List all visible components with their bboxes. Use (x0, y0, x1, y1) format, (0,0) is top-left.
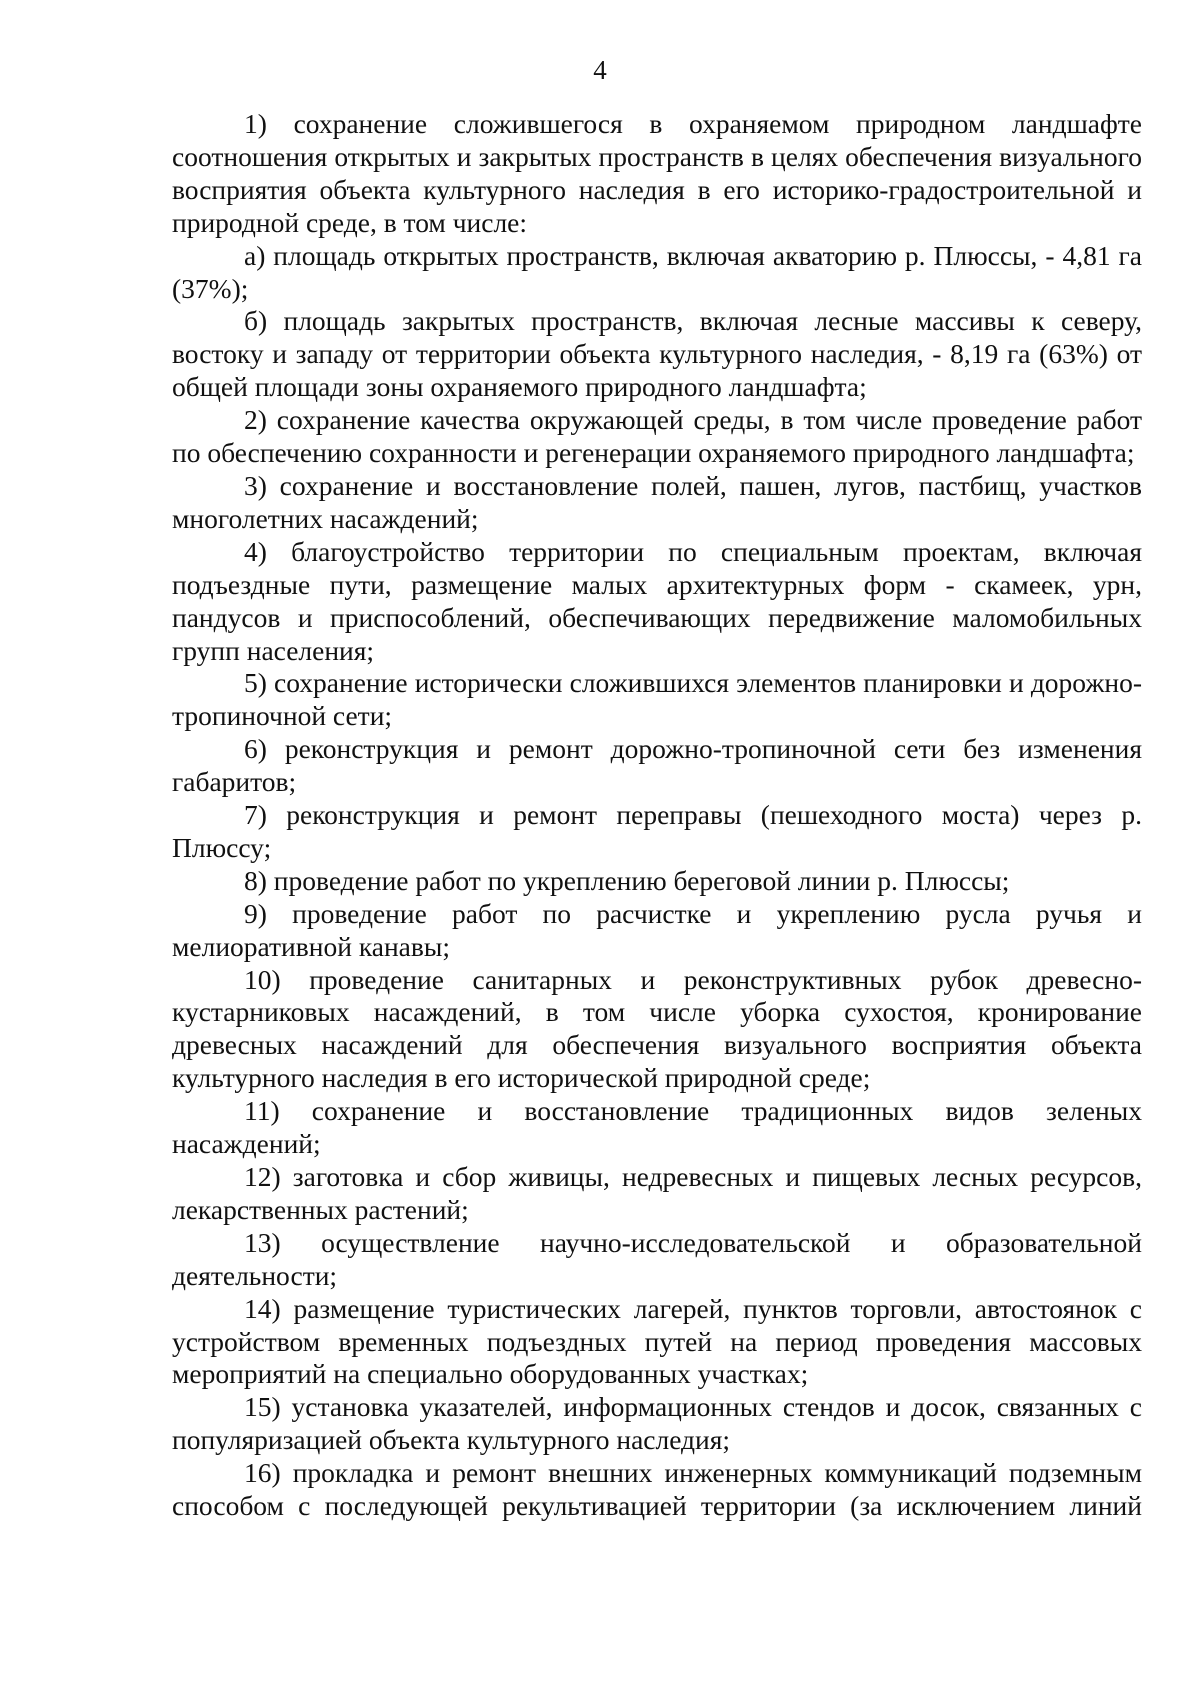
paragraph-item-1a: а) площадь открытых пространств, включая акваторию р. Плюссы, - 4,81 га (37%); (172, 239, 1142, 304)
paragraph-item-9: 9) проведение работ по расчистке и укреплению русла ручья и мелиоративной канавы; (172, 897, 1142, 962)
paragraph-item-11: 11) сохранение и восстановление традиционных видов зеленых насаждений; (172, 1095, 1142, 1160)
paragraph-item-14: 14) размещение туристических лагерей, пунктов торговли, автостоянок с устройством временных подъездных путей на период проведения массовых мероприятий на специально оборудованных участках; (172, 1292, 1142, 1390)
paragraph-item-7: 7) реконструкция и ремонт переправы (пешеходного моста) через р. Плюссу; (172, 799, 1142, 863)
paragraph-item-8: 8) проведение работ по укреплению береговой линии р. Плюссы; (244, 864, 1010, 896)
paragraph-item-15: 15) установка указателей, информационных стендов и досок, связанных с популяризацией объекта культурного наследия; (172, 1391, 1142, 1456)
paragraph-item-1: 1) сохранение сложившегося в охраняемом природном ландшафте соотношения открытых и закрытых пространств в целях обеспечения визуального восприятия объекта культурного наследия в его историко-градостроительной и природной среде, в том числе: (172, 108, 1142, 238)
paragraph-item-16: 16) прокладка и ремонт внешних инженерных коммуникаций подземным способом с последующей рекультивацией территории (за исключением линий (172, 1457, 1142, 1522)
paragraph-item-1b: б) площадь закрытых пространств, включая лесные массивы к северу, востоку и западу от территории объекта культурного наследия, - 8,19 га (63%) от общей площади зоны охраняемого природного ландшафта; (172, 305, 1142, 403)
paragraph-item-2: 2) сохранение качества окружающей среды, в том числе проведение работ по обеспечению сохранности и регенерации охраняемого природного ландшафта; (172, 404, 1142, 469)
paragraph-item-10: 10) проведение санитарных и реконструктивных рубок древесно-кустарниковых насаждений, в том числе уборка сухостоя, кронирование древесных насаждений для обеспечения визуального восприятия объекта культурного наследия в его исторической природной среде; (172, 963, 1142, 1094)
paragraph-item-4: 4) благоустройство территории по специальным проектам, включая подъездные пути, размещение малых архитектурных форм - скамеек, урн, пандусов и приспособлений, обеспечивающих передвижение маломобильных групп населения; (172, 535, 1142, 666)
document-body (172, 108, 1142, 1523)
paragraph-item-13: 13) осуществление научно-исследовательской и образовательной деятельности; (172, 1226, 1142, 1291)
paragraph-item-3: 3) сохранение и восстановление полей, пашен, лугов, пастбищ, участков многолетних насаждений; (172, 469, 1142, 534)
paragraph-item-12: 12) заготовка и сбор живицы, недревесных и пищевых лесных ресурсов, лекарственных растений; (172, 1161, 1142, 1225)
paragraph-item-6: 6) реконструкция и ремонт дорожно-тропиночной сети без изменения габаритов; (172, 733, 1142, 798)
page-number: 4 (593, 55, 607, 85)
paragraph-item-5: 5) сохранение исторически сложившихся элементов планировки и дорожно-тропиночной сети; (172, 667, 1142, 732)
